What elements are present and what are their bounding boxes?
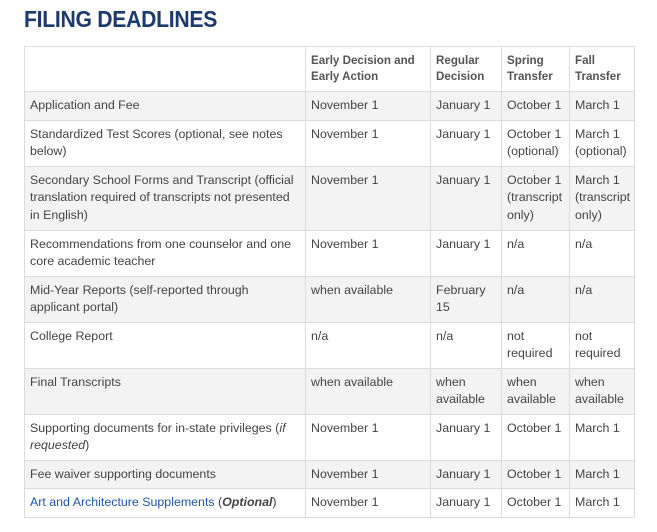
row-label-text: Supporting documents for in-state privileges ( xyxy=(30,420,280,435)
cell-early-decision: when available xyxy=(306,276,431,322)
filing-deadlines-table xyxy=(24,46,635,518)
cell-early-decision: November 1 xyxy=(306,414,431,460)
cell-fall-transfer: not required xyxy=(570,322,635,368)
table-row xyxy=(25,489,635,518)
row-label: Final Transcripts xyxy=(25,368,306,414)
header-regular-decision: Regular Decision xyxy=(431,47,502,92)
row-label: College Report xyxy=(25,322,306,368)
cell-early-decision: November 1 xyxy=(306,120,431,166)
cell-fall-transfer: n/a xyxy=(570,276,635,322)
header-fall-transfer: Fall Transfer xyxy=(570,47,635,92)
table-row xyxy=(25,368,635,414)
cell-fall-transfer: March 1 (transcript only) xyxy=(570,166,635,230)
cell-fall-transfer: n/a xyxy=(570,230,635,276)
table-row xyxy=(25,460,635,489)
cell-early-decision: November 1 xyxy=(306,92,431,121)
cell-regular-decision: January 1 xyxy=(431,460,502,489)
row-label: Recommendations from one counselor and one core academic teacher xyxy=(25,230,306,276)
cell-fall-transfer: March 1 (optional) xyxy=(570,120,635,166)
cell-spring-transfer: October 1 xyxy=(502,460,570,489)
cell-spring-transfer: not required xyxy=(502,322,570,368)
cell-regular-decision: February 15 xyxy=(431,276,502,322)
cell-regular-decision: January 1 xyxy=(431,92,502,121)
table-row xyxy=(25,230,635,276)
cell-spring-transfer: October 1 xyxy=(502,92,570,121)
row-label xyxy=(25,414,306,460)
header-row xyxy=(25,47,635,92)
cell-regular-decision: when available xyxy=(431,368,502,414)
cell-spring-transfer: n/a xyxy=(502,230,570,276)
cell-fall-transfer: March 1 xyxy=(570,489,635,518)
cell-fall-transfer: March 1 xyxy=(570,460,635,489)
row-label: Mid-Year Reports (self-reported through applicant portal) xyxy=(25,276,306,322)
page-title: FILING DEADLINES xyxy=(24,6,218,32)
row-label: Fee waiver supporting documents xyxy=(25,460,306,489)
table-body xyxy=(25,92,635,518)
row-label-close: ) xyxy=(85,438,90,452)
cell-regular-decision: January 1 xyxy=(431,166,502,230)
cell-fall-transfer: March 1 xyxy=(570,414,635,460)
cell-early-decision: November 1 xyxy=(306,460,431,489)
cell-spring-transfer: n/a xyxy=(502,276,570,322)
table-row xyxy=(25,414,635,460)
cell-regular-decision: n/a xyxy=(431,322,502,368)
cell-early-decision: November 1 xyxy=(306,166,431,230)
row-label-paren-close: ) xyxy=(272,495,277,509)
cell-regular-decision: January 1 xyxy=(431,230,502,276)
cell-early-decision: November 1 xyxy=(306,489,431,518)
cell-spring-transfer: October 1 (optional) xyxy=(502,120,570,166)
cell-early-decision: n/a xyxy=(306,322,431,368)
row-label-paren-open: ( xyxy=(214,495,223,509)
row-label: Standardized Test Scores (optional, see notes below) xyxy=(25,120,306,166)
cell-regular-decision: January 1 xyxy=(431,414,502,460)
header-item xyxy=(25,47,306,92)
table-row xyxy=(25,120,635,166)
cell-regular-decision: January 1 xyxy=(431,489,502,518)
cell-early-decision: when available xyxy=(306,368,431,414)
cell-early-decision: November 1 xyxy=(306,230,431,276)
cell-spring-transfer: October 1 xyxy=(502,489,570,518)
row-label-optional: Optional xyxy=(222,495,273,509)
cell-fall-transfer: when available xyxy=(570,368,635,414)
row-label: Secondary School Forms and Transcript (official translation required of transcripts not presented in English) xyxy=(25,166,306,230)
table-row xyxy=(25,322,635,368)
art-architecture-supplements-link[interactable]: Art and Architecture Supplements xyxy=(30,495,215,509)
cell-spring-transfer: October 1 (transcript only) xyxy=(502,166,570,230)
table-header xyxy=(25,47,635,92)
cell-spring-transfer: October 1 xyxy=(502,414,570,460)
cell-fall-transfer: March 1 xyxy=(570,92,635,121)
cell-regular-decision: January 1 xyxy=(431,120,502,166)
cell-spring-transfer: when available xyxy=(502,368,570,414)
row-label xyxy=(25,489,306,518)
table-row xyxy=(25,92,635,121)
row-label-emphasis: if requested xyxy=(30,420,286,452)
header-early-decision: Early Decision and Early Action xyxy=(306,47,431,92)
row-label: Application and Fee xyxy=(25,92,306,121)
table-row xyxy=(25,166,635,230)
header-spring-transfer: Spring Transfer xyxy=(502,47,570,92)
table-row xyxy=(25,276,635,322)
